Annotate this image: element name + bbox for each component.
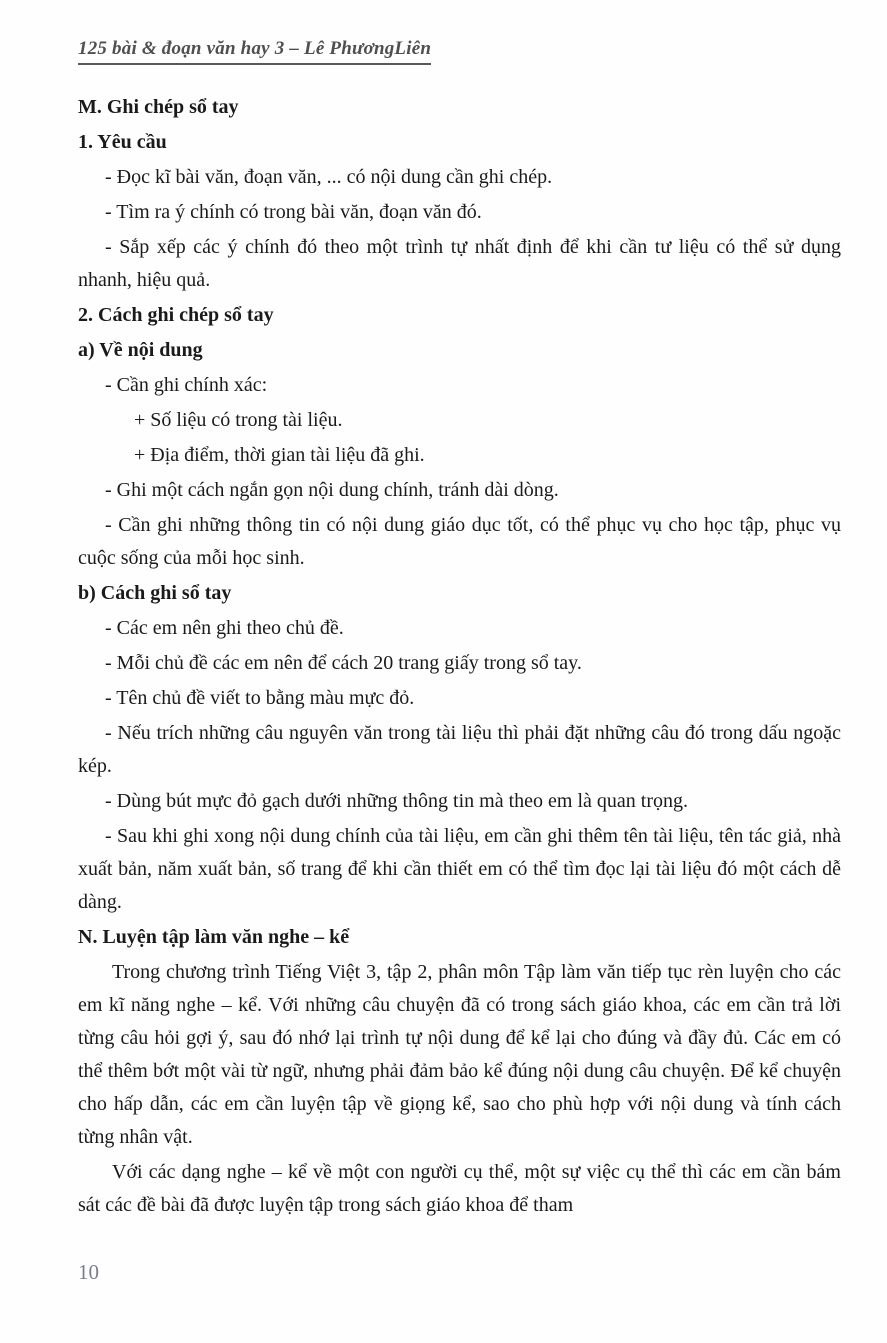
list-item: - Tên chủ đề viết to bằng màu mực đỏ. [105,687,415,709]
list-item: - Sau khi ghi xong nội dung chính của tài liệu, em cần ghi thêm tên tài liệu, tên tác giả, nhà xuất bản, năm xuất bản, số trang để khi cần thiết em có thể tìm đọc lại tài liệu đó một cách dễ dàng. [78,825,841,913]
page-header-row [78,38,841,65]
list-item: - Cần ghi chính xác: [105,374,268,396]
list-item: - Dùng bút mực đỏ gạch dưới những thông tin mà theo em là quan trọng. [105,790,688,812]
page-content [78,91,841,1222]
section-heading: b) Cách ghi sổ tay [78,582,232,604]
running-head: 125 bài & đoạn văn hay 3 – Lê PhươngLiên [78,38,431,65]
sub-list-item: + Số liệu có trong tài liệu. [134,409,343,431]
list-item: - Sắp xếp các ý chính đó theo một trình tự nhất định để khi cần tư liệu có thể sử dụng nhanh, hiệu quả. [78,236,841,291]
list-item: - Cần ghi những thông tin có nội dung giáo dục tốt, có thể phục vụ cho học tập, phục vụ cuộc sống của mỗi học sinh. [78,514,841,569]
section-heading: 2. Cách ghi chép sổ tay [78,304,274,326]
section-heading: M. Ghi chép sổ tay [78,96,239,118]
list-item: - Mỗi chủ đề các em nên để cách 20 trang giấy trong sổ tay. [105,652,582,674]
list-item: - Tìm ra ý chính có trong bài văn, đoạn văn đó. [105,201,482,223]
body-paragraph: Trong chương trình Tiếng Việt 3, tập 2, phân môn Tập làm văn tiếp tục rèn luyện cho các em kĩ năng nghe – kể. Với những câu chuyện đã có trong sách giáo khoa, các em cần trả lời từng câu hỏi gợi ý, sau đó nhớ lại trình tự nội dung để kể lại cho đúng và đầy đủ. Các em có thể thêm bớt một vài từ ngữ, nhưng phải đảm bảo kể đúng nội dung câu chuyện. Để kể chuyện cho hấp dẫn, các em cần luyện tập về giọng kể, sao cho phù hợp với nội dung và tính cách từng nhân vật. [78,961,841,1148]
list-item: - Nếu trích những câu nguyên văn trong tài liệu thì phải đặt những câu đó trong dấu ngoặc kép. [78,722,841,777]
page-number: 10 [78,1260,99,1284]
list-item: - Các em nên ghi theo chủ đề. [105,617,344,639]
list-item: - Đọc kĩ bài văn, đoạn văn, ... có nội dung cần ghi chép. [105,166,553,188]
list-item: - Ghi một cách ngắn gọn nội dung chính, tránh dài dòng. [105,479,559,501]
section-heading: N. Luyện tập làm văn nghe – kể [78,926,350,948]
body-paragraph: Với các dạng nghe – kể về một con người cụ thể, một sự việc cụ thể thì các em cần bám sát các đề bài đã được luyện tập trong sách giáo khoa để tham [78,1161,841,1216]
section-heading: 1. Yêu cầu [78,131,167,153]
sub-list-item: + Địa điểm, thời gian tài liệu đã ghi. [134,444,425,466]
section-heading: a) Về nội dung [78,339,203,361]
